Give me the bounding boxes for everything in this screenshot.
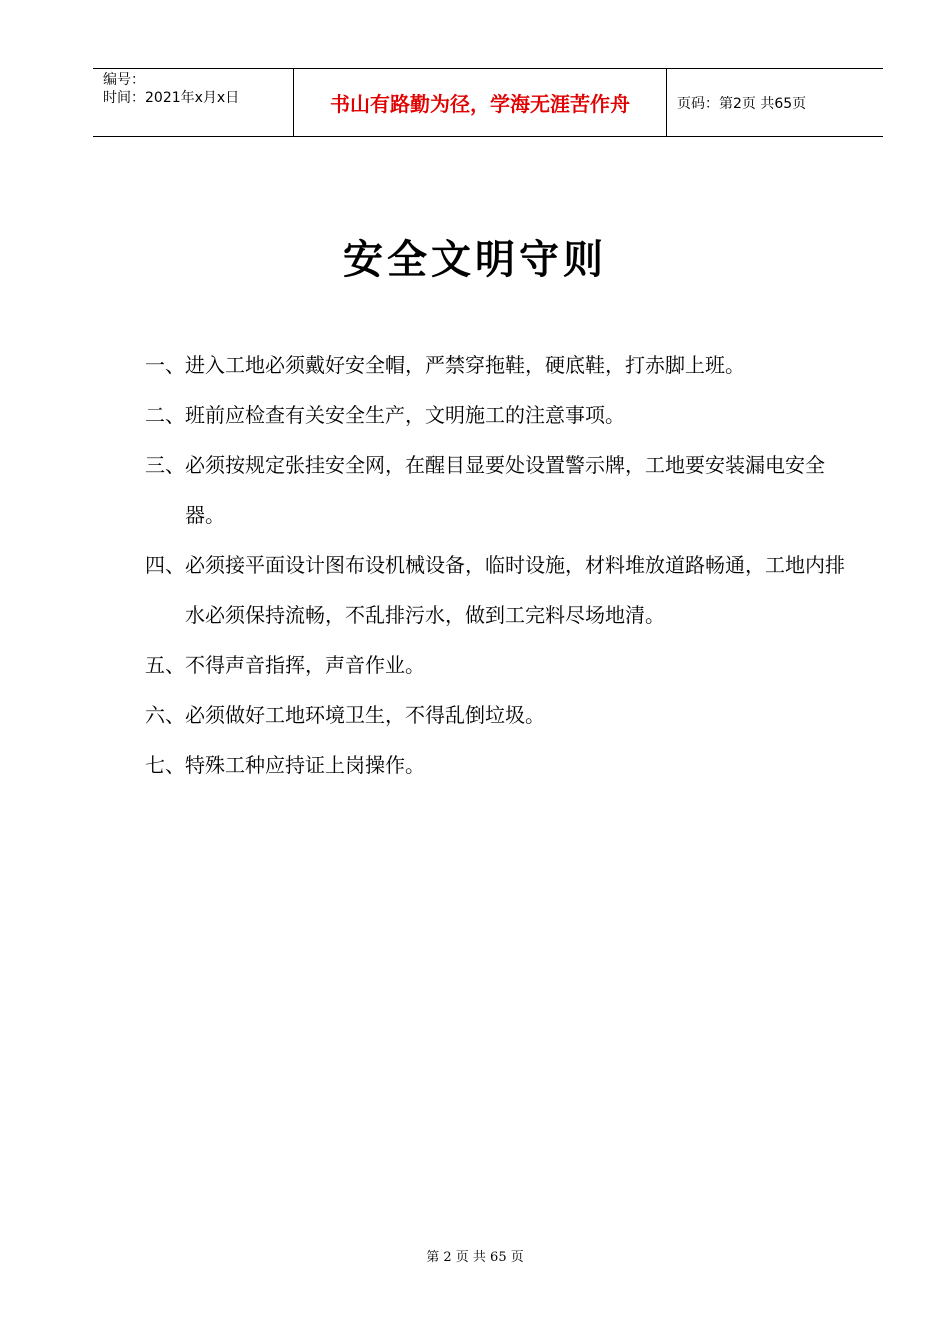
- rule-item: [145, 390, 845, 440]
- rule-number: 七、: [145, 753, 185, 777]
- rule-number: 五、: [145, 653, 185, 677]
- header-meta: [93, 69, 294, 136]
- rule-item: [145, 690, 845, 740]
- header-page-info: 页码：第2页 共65页: [677, 95, 807, 112]
- rule-text: 必须做好工地环境卫生，不得乱倒垃圾。: [185, 703, 545, 727]
- rule-item: [145, 640, 845, 690]
- rule-item: [145, 440, 845, 540]
- rule-number: 三、: [145, 453, 185, 477]
- rule-number: 一、: [145, 353, 185, 377]
- rule-text: 班前应检查有关安全生产，文明施工的注意事项。: [185, 403, 625, 427]
- rule-text: 进入工地必须戴好安全帽，严禁穿拖鞋，硬底鞋，打赤脚上班。: [185, 353, 745, 377]
- header-motto: 书山有路勤为径，学海无涯苦作舟: [294, 69, 667, 136]
- page-footer: 第 2 页 共 65 页: [426, 1250, 524, 1265]
- rule-item: [145, 740, 845, 790]
- document-time: 时间：2021年x月x日: [103, 90, 240, 106]
- document-title: 安全文明守则: [343, 237, 607, 283]
- rule-number: 六、: [145, 703, 185, 727]
- rules-list: [145, 340, 845, 790]
- rule-number: 二、: [145, 403, 185, 427]
- rule-text: 必须接平面设计图布设机械设备，临时设施，材料堆放道路畅通，工地内排水必须保持流畅，不乱排污水，做到工完料尽场地清。: [185, 553, 845, 627]
- rule-item: [145, 340, 845, 390]
- rule-text: 必须按规定张挂安全网，在醒目显要处设置警示牌，工地要安装漏电安全器。: [185, 453, 825, 527]
- rule-number: 四、: [145, 553, 185, 577]
- page-header: [93, 68, 883, 137]
- document-code: 编号：: [103, 72, 145, 88]
- rule-text: 特殊工种应持证上岗操作。: [185, 753, 425, 777]
- rule-text: 不得声音指挥，声音作业。: [185, 653, 425, 677]
- rule-item: [145, 540, 845, 640]
